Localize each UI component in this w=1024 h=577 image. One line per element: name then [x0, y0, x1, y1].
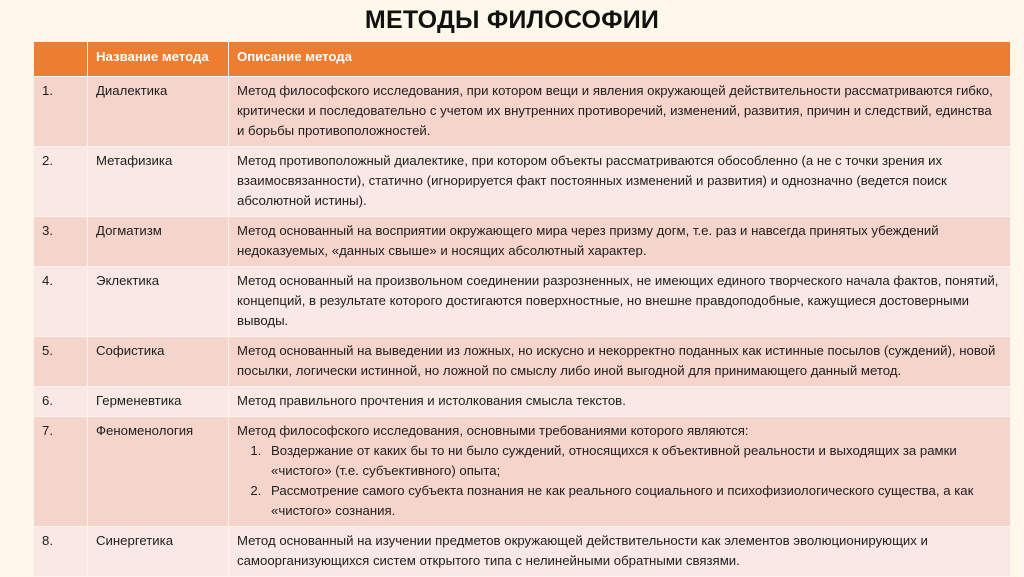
method-description: Метод основанный на произвольном соединении разрозненных, не имеющих единого творческого начала фактов, понятий, концепций, в результате которого достигаются поверхностные, но внешне правдоподобные, кажущиеся достоверными выводы. [229, 267, 1011, 337]
table-row [34, 217, 1011, 267]
method-description [229, 417, 1011, 527]
method-name: Догматизм [88, 217, 229, 267]
page-title: МЕТОДЫ ФИЛОСОФИИ [364, 6, 660, 34]
row-number: 2. [34, 147, 88, 217]
table-row [34, 337, 1011, 387]
header-number [34, 42, 88, 77]
method-description: Метод основанный на восприятии окружающего мира через призму догм, т.е. раз и навсегда принятых убеждений недоказуемых, «данных свыше» и носящих абсолютный характер. [229, 217, 1011, 267]
method-name: Феноменология [88, 417, 229, 527]
method-description: Метод противоположный диалектике, при котором объекты рассматриваются обособленно (а не с точки зрения их взаимосвязанности), статично (игнорируется факт постоянных изменений и развития) и однозначно (ведется поиск абсолютной истины). [229, 147, 1011, 217]
row-number: 4. [34, 267, 88, 337]
method-name: Софистика [88, 337, 229, 387]
table-row [34, 387, 1011, 417]
row-number: 8. [34, 527, 88, 577]
table-row [34, 417, 1011, 527]
header-method-description: Описание метода [229, 42, 1011, 77]
requirement-item: 1. Воздержание от каких бы то ни было суждений, относящихся к объективной реальности и выходящих за рамки «чистого» (т.е. субъективного) опыта; [265, 441, 1002, 481]
table-row [34, 77, 1011, 147]
header-method-name: Название метода [88, 42, 229, 77]
row-number: 1. [34, 77, 88, 147]
row-number: 6. [34, 387, 88, 417]
table-row [34, 147, 1011, 217]
method-name: Эклектика [88, 267, 229, 337]
method-name: Метафизика [88, 147, 229, 217]
requirements-list [237, 441, 1002, 521]
method-description-intro: Метод философского исследования, основными требованиями которого являются: [237, 423, 749, 438]
method-description: Метод основанный на изучении предметов окружающей действительности как элементов эволюционирующих и самоорганизующихся систем открытого типа с нелинейными обратными связями. [229, 527, 1011, 577]
row-number: 5. [34, 337, 88, 387]
row-number: 7. [34, 417, 88, 527]
method-name: Синергетика [88, 527, 229, 577]
table-row [34, 527, 1011, 577]
table-row [34, 267, 1011, 337]
method-description: Метод правильного прочтения и истолкования смысла текстов. [229, 387, 1011, 417]
requirement-item: 2. Рассмотрение самого субъекта познания не как реального социального и психофизиологического существа, а как «чистого» сознания. [265, 481, 1002, 521]
row-number: 3. [34, 217, 88, 267]
method-description: Метод философского исследования, при котором вещи и явления окружающей действительности рассматриваются гибко, критически и последовательно с учетом их внутренних противоречий, изменений, развития, причин и следствий, единства и борьбы противоположностей. [229, 77, 1011, 147]
method-description: Метод основанный на выведении из ложных, но искусно и некорректно поданных как истинные посылов (суждений), новой посылки, логически истинной, но ложной по смыслу либо иной выгодной для принимающего данный метод. [229, 337, 1011, 387]
method-name: Герменевтика [88, 387, 229, 417]
method-name: Диалектика [88, 77, 229, 147]
table-header-row [34, 42, 1011, 77]
methods-table [33, 41, 1011, 577]
